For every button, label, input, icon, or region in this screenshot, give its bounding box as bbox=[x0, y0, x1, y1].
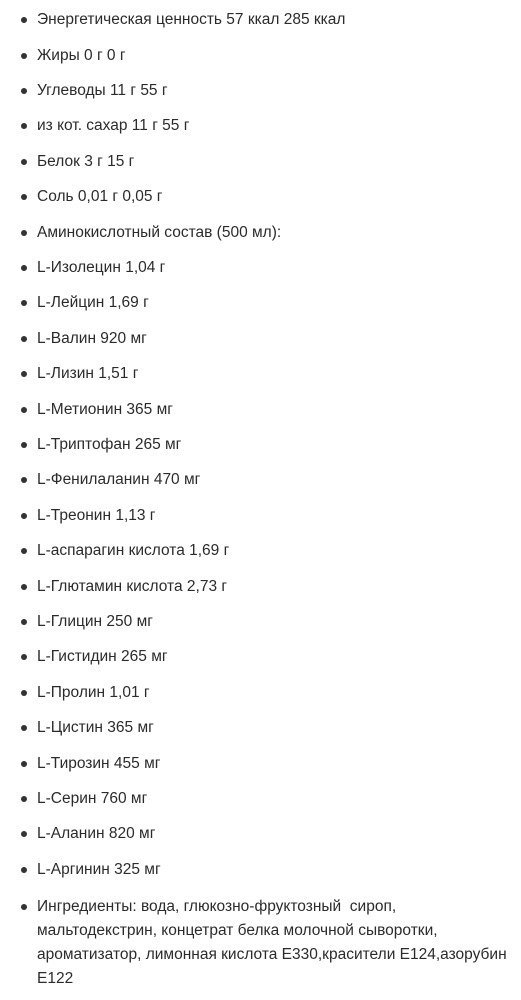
list-item-text: L-Фенилаланин 470 мг bbox=[37, 471, 201, 488]
bullet-icon bbox=[21, 17, 27, 23]
bullet-icon bbox=[21, 265, 27, 271]
bullet-icon bbox=[21, 159, 27, 165]
list-item-text: L-Серин 760 мг bbox=[37, 790, 148, 807]
list-item-text: L-Гистидин 265 мг bbox=[37, 648, 168, 665]
list-item-text: Углеводы 11 г 55 г bbox=[37, 82, 168, 99]
list-item-text: Соль 0,01 г 0,05 г bbox=[37, 188, 163, 205]
list-item-text: L-Лизин 1,51 г bbox=[37, 365, 139, 382]
bullet-icon bbox=[21, 690, 27, 696]
list-item-text: L-Цистин 365 мг bbox=[37, 719, 154, 736]
bullet-icon bbox=[21, 371, 27, 377]
bullet-icon bbox=[21, 867, 27, 873]
list-item-text: Энергетическая ценность 57 ккал 285 ккал bbox=[37, 11, 346, 28]
bullet-icon bbox=[21, 230, 27, 236]
list-item-text: из кот. сахар 11 г 55 г bbox=[37, 117, 190, 134]
list-item-text: L-Глютамин кислота 2,73 г bbox=[37, 578, 228, 595]
list-item-text: L-Лейцин 1,69 г bbox=[37, 294, 149, 311]
bullet-icon bbox=[21, 407, 27, 413]
list-item-text: L-Триптофан 265 мг bbox=[37, 436, 182, 453]
bullet-icon bbox=[21, 619, 27, 625]
bullet-icon bbox=[21, 513, 27, 519]
list-item-text: Аминокислотный состав (500 мл): bbox=[37, 224, 282, 241]
bullet-icon bbox=[21, 654, 27, 660]
bullet-icon bbox=[21, 831, 27, 837]
list-item-text: L-Пролин 1,01 г bbox=[37, 684, 150, 701]
list-item-text: L-Валин 920 мг bbox=[37, 330, 147, 347]
bullet-icon bbox=[21, 761, 27, 767]
bullet-icon bbox=[21, 584, 27, 590]
bullet-icon bbox=[21, 477, 27, 483]
bullet-icon bbox=[21, 194, 27, 200]
bullet-icon bbox=[21, 300, 27, 306]
bullet-icon bbox=[21, 442, 27, 448]
list-item-text: Жиры 0 г 0 г bbox=[37, 47, 126, 64]
bullet-icon bbox=[21, 548, 27, 554]
list-item-text: L-Треонин 1,13 г bbox=[37, 507, 156, 524]
list-item-text: L-Изолецин 1,04 г bbox=[37, 259, 166, 276]
bullet-icon bbox=[21, 123, 27, 129]
bullet-icon bbox=[21, 796, 27, 802]
bullet-icon bbox=[21, 904, 27, 910]
list-item-text: L-Аланин 820 мг bbox=[37, 825, 156, 842]
ingredients-text: Ингредиенты: вода, глюкозно-фруктозный сироп, мальтодекстрин, концетрат белка молочной сыворотки, ароматизатор, лимонная кислота Е330,красители Е124,азорубин Е122 bbox=[37, 898, 511, 987]
bullet-icon bbox=[21, 88, 27, 94]
list-item-text: L-Аргинин 325 мг bbox=[37, 861, 161, 878]
bullet-icon bbox=[21, 725, 27, 731]
list-item-text: L-Метионин 365 мг bbox=[37, 401, 173, 418]
bullet-icon bbox=[21, 336, 27, 342]
list-item-text: L-Тирозин 455 мг bbox=[37, 755, 161, 772]
list-item-text: Белок 3 г 15 г bbox=[37, 153, 135, 170]
bullet-icon bbox=[21, 53, 27, 59]
list-item-text: L-Глицин 250 мг bbox=[37, 613, 153, 630]
list-item-text: L-аспарагин кислота 1,69 г bbox=[37, 542, 230, 559]
